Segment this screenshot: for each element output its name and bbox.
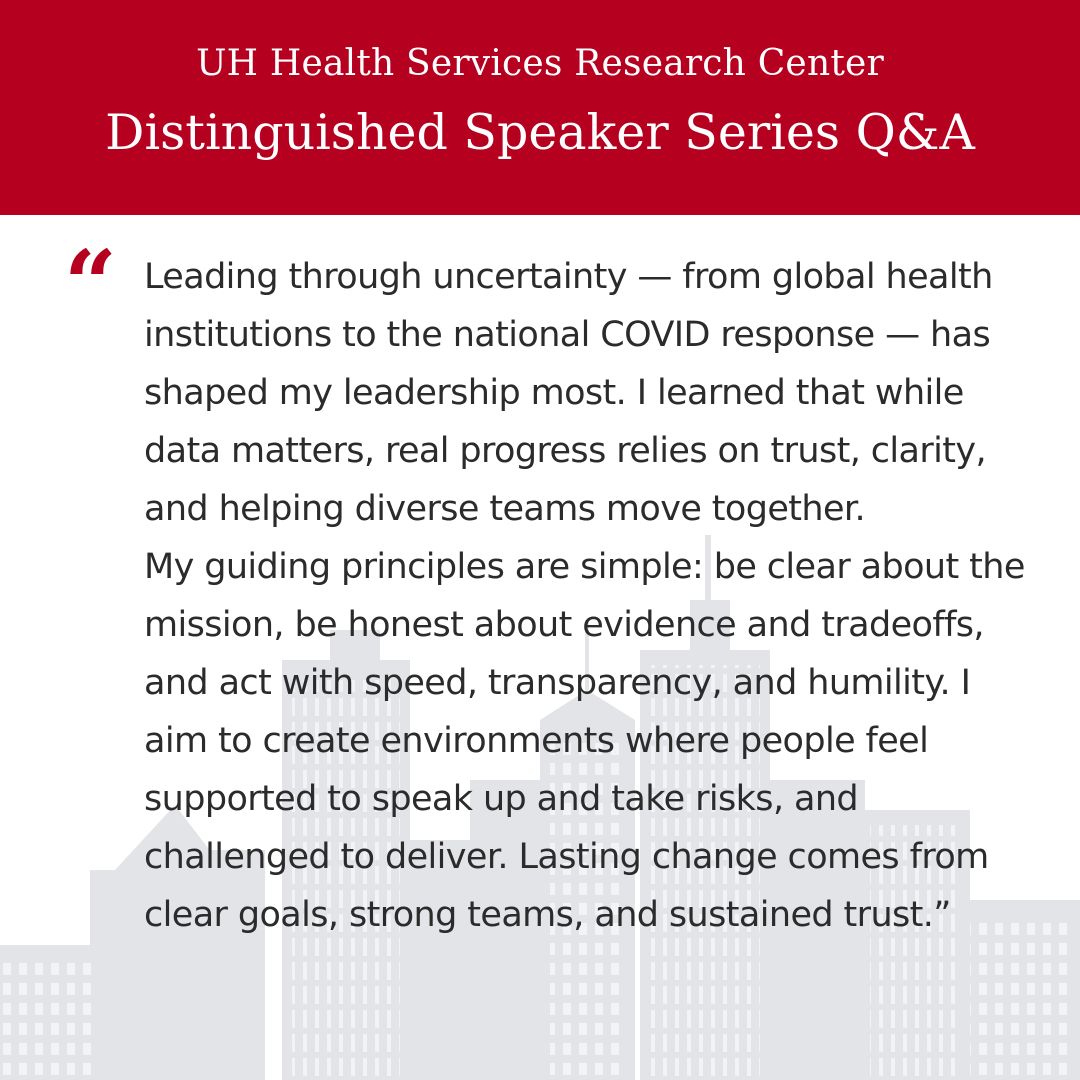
quote-mark-icon: “ (64, 230, 117, 338)
header-banner (0, 0, 1080, 215)
quote-paragraph: Leading through uncertainty — from global health institutions to the national COVID response — has shaped my leadership most. I learned that while data matters, real progress relies on trust, clarity, and helping diverse teams move together. (144, 257, 993, 529)
organization-title: UH Health Services Research Center (196, 43, 884, 84)
quote-text (144, 248, 1034, 944)
series-title: Distinguished Speaker Series Q&A (105, 104, 975, 161)
quote-paragraph: My guiding principles are simple: be clear about the mission, be honest about evidence and tradeoffs, and act with speed, transparency, and humility. I aim to create environments where people feel supported to speak up and take risks, and challenged to deliver. Lasting change comes from clear goals, strong teams, and sustained trust.” (144, 547, 1025, 935)
